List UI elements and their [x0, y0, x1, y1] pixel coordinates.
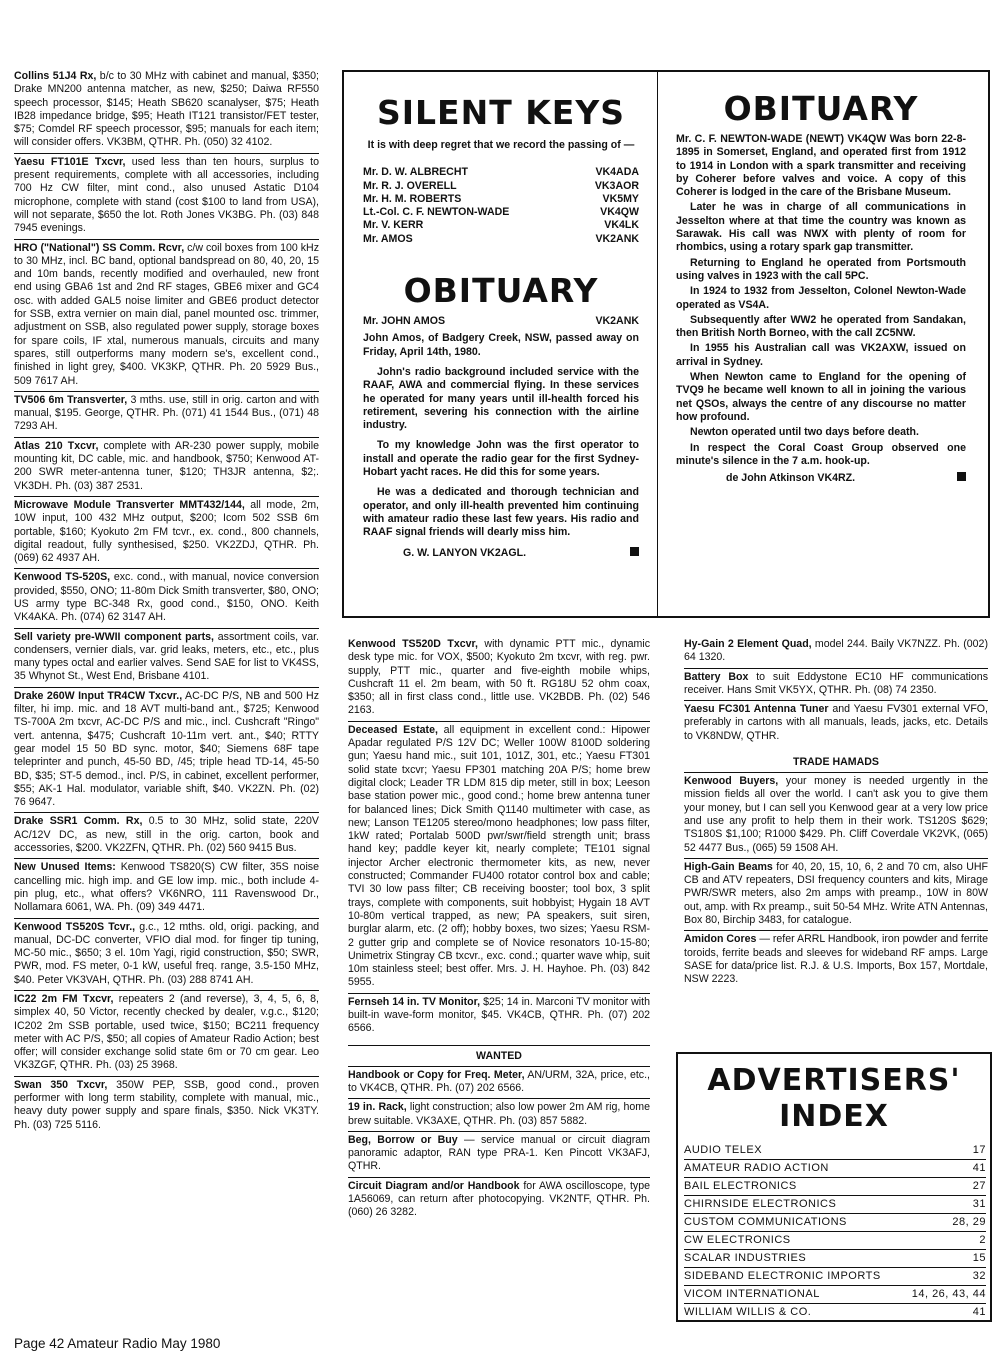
hamad-item-heading: Kenwood TS520S Tcvr.,: [14, 920, 136, 933]
silent-key-callsign: VK3AOR: [594, 179, 639, 192]
hamad-item: [14, 991, 319, 1077]
page-footer: Page 42 Amateur Radio May 1980: [14, 1336, 221, 1351]
silent-key-entry: [363, 193, 639, 206]
advertiser-index-row: [684, 1142, 986, 1160]
obituary-amos-call: VK2ANK: [595, 315, 639, 328]
advertiser-page: 2: [979, 1234, 986, 1246]
right-ads: [684, 636, 988, 746]
advertiser-name: CW ELECTRONICS: [684, 1234, 791, 1246]
silent-keys-list: [363, 166, 639, 246]
hamad-item-heading: Collins 51J4 Rx,: [14, 70, 97, 82]
hamad-item: [684, 636, 988, 669]
hamad-item: [348, 636, 650, 722]
trade-ad-item: [684, 931, 988, 989]
hamad-item-text: with dynamic PTT mic., dynamic desk type mic. for VOX, $500; Kyokuto 2m txcvr, with reg. pwr. supply, PTT mic., quarter and five-eighth mobile whips, Cushcraft 11 el. 2m beam, with 50 ft. RG18U 52 ohm coax, $350; all in first class cond., little use. VK2BDB. Ph. (02) 546 2163.: [348, 638, 650, 717]
trade-ad-item: [684, 773, 988, 859]
wanted-ad-item-heading: Handbook or Copy for Freq. Meter,: [348, 1068, 525, 1081]
hamad-item-heading: Battery Box: [684, 670, 749, 683]
obituary-amos-heading: [363, 315, 639, 328]
advertiser-page: 14, 26, 43, 44: [911, 1288, 986, 1300]
advertiser-name: CUSTOM COMMUNICATIONS: [684, 1216, 847, 1228]
silent-key-name: Mr. V. KERR: [363, 219, 424, 232]
wanted-ad-item-heading: Circuit Diagram and/or Handbook: [348, 1179, 520, 1192]
trade-ad-item-text: for 40, 20, 15, 10, 6, 2 and 70 cm, also UHF CB and ATV repeaters, DSI frequency counters and kits, Mirage PWR/SWR meters, also 2m amps with preamp., 10W in 80W out, amp. with Rx preamp., suit 50-54 MHz. Write ATN Antennas, Box 80, Birchip 3483, for catalogue.: [684, 860, 989, 927]
end-mark-icon: [957, 472, 966, 481]
hamad-item-text: used less than ten hours, surplus to present requirements, complete with all accessories, including 700 Hz CW filter, mint cond., also unused Astatic D104 microphone, complete with stand (cost $100 to land from USA), will not separate, $650 the lot. Roth Jones VK3BG. Ph. (03) 848 7945 evenings.: [14, 155, 319, 235]
hamad-item-text: repeaters 2 (and reverse), 3, 4, 5, 6, 8, simplex 40, 50 Victor, recently checked by dealer, v.g.c., $120; IC202 2m SSB portable, used twice, $150; BC211 frequency meter with AC P/S, $50; all copies of Amateur Radio Action; best offer; will consider exchange solid state 6m or 70 cm gear. Leo VK3ZGF, QTHR. Ph. (03) 25 3968.: [14, 993, 320, 1072]
advertisers-index-title-line2: INDEX: [779, 1099, 889, 1134]
trade-hamads-heading: TRADE HAMADS: [684, 752, 988, 773]
left-hamads-column: [14, 68, 319, 1135]
advertiser-index-row: [684, 1214, 986, 1232]
hamad-item-text: 350W PEP, SSB, good cond., proven performer with long term stability, complete with manual, mic., heavy duty power supply and spare finals, $350. Nick VK3TY. Ph. (03) 725 5116.: [14, 1078, 319, 1131]
advertiser-index-row: [684, 1160, 986, 1178]
hamad-item-text: exc. cond., with manual, novice conversion provided, $550, ONO; 11-80m Dick Smith transverter, $80, ONO; US army type BC-348 Rx, good cond., $150, ONO. Keith VK4AKA. Ph. (074) 62 3147 AH.: [14, 571, 320, 624]
obituary-amos-paragraph: He was a dedicated and thorough technician and operator, and only ill-health prevented him continuing with amateur radio these last few years. His radio and RAAF signal friends will dearly miss him.: [363, 486, 639, 539]
hamad-item-text: all equipment in excellent cond.: Hipower Apadar regulated P/S 12V DC; Weller 100W 8100D soldering gun; Yaesu hand mic., suit 101, 101Z, 301, etc.; Yaesu FT301 solid state txcvr; Yaesu FP301 matching 20A P/S; home brew digital clock; Leader TR LDM 815 dip meter, still in box; Leeson base station power mic., good cond.; home brew antenna tuner for balanced lines; Dick Smith Q1140 multimeter with case, as new; Lanson TE1205 stereo/mono headphones; low pass filter, 1kW rated; Portalab 500D pwr/swr/field strength unit; brass hand key; paddle keyer kit, nearly complete; TE101 signal injector Archer electronic thermometer kits, as new, never constructed; Commander FU400 rotator control box and cable; TVI 30 low pass filter; CB receiving booster; tool box, 3 split trays, complete with components, suit hobbyist; Hygain 18 AVT 10-80m vertical trapped, as new; PA speakers, suit siren, burglar alarm, etc. (2 off); hobby boxes, two sizes; Yaesu RSM-2 gutter grip and complete se of Novice resonators 10-15-80; Unimetrix Stingray CB txcvr., exc. cond.; quarter wave whip, suit 10m stainless steel; best offer. Mrs. J. H. Hayhoe. Ph. (03) 842 5955.: [348, 723, 650, 989]
advertiser-page: 27: [972, 1180, 986, 1192]
obituary-newton-paragraph: Subsequently after WW2 he operated from Sandakan, then British North Borneo, with the call ZC5NW.: [676, 313, 966, 340]
hamad-item-heading: TV506 6m Transverter,: [14, 393, 128, 406]
advertiser-name: CHIRNSIDE ELECTRONICS: [684, 1198, 837, 1210]
hamad-item-heading: Kenwood TS520D Txcvr,: [348, 638, 478, 650]
hamad-item-text: complete with AR-230 power supply, mobile mounting kit, DC cable, mic. and handbook, $750; Kenwood AT-200 SWR meter-antenna tuner, $120; TH3JR antenna, $2;. VK3DH. Ph. (03) 387 2531.: [14, 439, 319, 492]
hamad-item: [14, 919, 319, 991]
obituary-newton-paragraph: Newton operated until two days before death.: [690, 426, 919, 439]
obituary-newton-signature-row: [676, 472, 966, 485]
advertiser-name: AMATEUR RADIO ACTION: [684, 1162, 829, 1174]
advertiser-index-row: [684, 1286, 986, 1304]
hamad-item-heading: Swan 350 Txcvr,: [14, 1078, 108, 1091]
hamad-item: [14, 688, 319, 814]
advertiser-index-row: [684, 1250, 986, 1268]
advertiser-name: VICOM INTERNATIONAL: [684, 1288, 820, 1300]
advertiser-name: WILLIAM WILLIS & CO.: [684, 1306, 812, 1318]
hamad-item: [14, 859, 319, 918]
silent-keys-intro: It is with deep regret that we record the passing of —: [367, 139, 635, 151]
advertiser-index-row: [684, 1196, 986, 1214]
silent-key-name: Lt.-Col. C. F. NEWTON-WADE: [363, 206, 510, 219]
right-hamads-column: [684, 636, 988, 990]
silent-key-name: Mr. AMOS: [363, 232, 413, 245]
hamad-item: [684, 669, 988, 702]
advertiser-name: BAIL ELECTRONICS: [684, 1180, 797, 1192]
hamad-item: [14, 438, 319, 497]
obituary-amos-paragraph: John's radio background included service with the RAAF, AWA and commercial flying. In these services he operated for many years until ill-health forced his retirement, severing his connection with the airline industry.: [363, 365, 639, 432]
wanted-ad-item-text: light construction; also low power 2m AM rig, home brew suitable. VK3AXE, QTHR. Ph. (03) 857 5882.: [348, 1101, 651, 1127]
wanted-ads: [348, 1067, 650, 1223]
wanted-ad-item-heading: Beg, Borrow or Buy: [348, 1133, 458, 1146]
obituary-newton-paragraph: In 1955 his Australian call was VK2AXW, issued on arrival in Sydney.: [676, 342, 966, 368]
trade-ad-item: [684, 859, 988, 931]
trade-ads: [684, 773, 988, 989]
hamad-item: [14, 629, 319, 688]
obituary-newton-title: OBITUARY: [723, 89, 919, 128]
obituary-amos-title: OBITUARY: [403, 271, 599, 311]
obituary-amos-signature: G. W. LANYON VK2AGL.: [403, 546, 527, 559]
wanted-ad-item-text: — service manual or circuit diagram panoramic adaptor, RAN type PRA-1. Ken Pincott VK3AFJ, QTHR.: [348, 1133, 650, 1173]
hamad-item-heading: Yaesu FT101E Txcvr,: [14, 155, 126, 168]
end-mark-icon: [630, 547, 639, 556]
advertiser-name: SIDEBAND ELECTRONIC IMPORTS: [684, 1270, 881, 1282]
obituary-amos-paragraph: John Amos, of Badgery Creek, NSW, passed away on Friday, April 14th, 1980.: [363, 332, 639, 358]
hamad-item-heading: HRO ("National") SS Comm. Rcvr,: [14, 241, 185, 254]
hamad-item: [14, 154, 319, 240]
obituary-newton-paragraph: When Newton came to England for the opening of TVQ9 he became well known to all in joining the various net QSOs, always the centre of any discourse no matter how profound.: [676, 371, 966, 423]
hamad-item-text: b/c to 30 MHz with cabinet and manual, $350; Drake MN200 antenna matcher, as new, $250; Daiwa RF550 speech processor, $145; Heath SB620 scanalyser, $75; Heath IB28 impedance bridge, $95; Heath IT121 transistor/FET tester, $75; Comdel RF speech processor, $95; manuals for each item; will consider offers. VK3BM, QTHR. Ph. (050) 32 4102.: [14, 70, 319, 149]
silent-key-callsign: VK2ANK: [595, 232, 639, 245]
hamad-item: [348, 722, 650, 994]
wanted-heading: WANTED: [348, 1045, 650, 1067]
hamad-item-text: Kenwood TS820(S) CW filter, 35S noise cancelling mic. high imp. and GE low imp. mic., both include 4-pin plug, etc., what offers? VK6NRO, 111 Ravenswood Dr., Nollamara 6061, WA. Ph. (09) 349 4471.: [14, 861, 319, 914]
hamad-item-heading: Drake SSR1 Comm. Rx,: [14, 815, 143, 828]
hamad-item-text: model 244. Baily VK7NZZ. Ph. (002) 64 1320.: [684, 638, 988, 664]
hamad-item-heading: Sell variety pre-WWII component parts,: [14, 630, 214, 643]
hamad-item: [14, 392, 319, 438]
advertiser-name: SCALAR INDUSTRIES: [684, 1252, 807, 1264]
hamad-item-heading: Yaesu FC301 Antenna Tuner: [684, 703, 829, 716]
hamad-item-heading: New Unused Items:: [14, 861, 116, 874]
advertiser-page: 41: [972, 1162, 986, 1174]
silent-key-entry: [363, 206, 639, 219]
hamad-item-text: all mode, 2m, 10W input, 100 432 MHz output, $200; Icom 502 SSB 6m portable, $160; Kyokuto 2m FM tcvr., ex. cond., 800 channels, digital readout, fully synthesised, $250. VK2ZDJ, QTHR. Ph. (069) 62 4937 AH.: [14, 498, 319, 565]
silent-key-name: Mr. R. J. OVERELL: [363, 179, 457, 192]
hamad-item-heading: Fernseh 14 in. TV Monitor,: [348, 995, 481, 1008]
hamad-item-text: 0.5 to 30 MHz, solid state, 220V AC/12V DC, as new, still in the orig. carton, book and accessories, $200. VK2ZFN, QTHR. Ph. (02) 560 9415 Bus.: [14, 815, 319, 855]
hamad-item: [14, 240, 319, 392]
middle-ads: [348, 636, 650, 1039]
advertisers-index-box: [676, 1052, 992, 1322]
advertiser-index-row: [684, 1178, 986, 1196]
silent-key-entry: [363, 233, 639, 246]
silent-key-callsign: VK4QW: [600, 206, 639, 219]
advertiser-index-row: [684, 1304, 986, 1321]
hamad-item-text: and Yaesu FV301 external VFO, preferably in cartons with all manuals, leads, jacks, etc. Details to VK8NDW, QTHR.: [684, 703, 988, 742]
silent-keys-title: SILENT KEYS: [376, 93, 625, 132]
wanted-ad-item: [348, 1178, 650, 1223]
hamad-item: [14, 813, 319, 859]
advertisers-index-title-line1: ADVERTISERS': [707, 1063, 961, 1098]
hamad-item-heading: Atlas 210 Txcvr,: [14, 439, 99, 452]
obituary-amos-paragraph: To my knowledge John was the first operator to install and operate the radio gear for the first Sydney-Hobart yacht races. He did this for some years.: [363, 439, 639, 479]
hamad-item: [14, 497, 319, 569]
trade-ad-item-heading: Kenwood Buyers,: [684, 775, 779, 788]
silent-key-name: Mr. H. M. ROBERTS: [363, 192, 462, 205]
hamad-item-text: to suit Eddystone EC10 HF communications receiver. Hans Smit VK5YX, QTHR. Ph. (08) 74 2350.: [684, 670, 988, 696]
wanted-ad-item: [348, 1067, 650, 1100]
trade-ad-item-heading: Amidon Cores: [684, 933, 757, 946]
hamad-item: [348, 994, 650, 1039]
trade-ad-item-text: — refer ARRL Handbook, iron powder and ferrite toroids, ferrite beads and sleeves for wideband RF amps. Large SASE for data/price list. R.J. & U.S. Imports, Box 157, Mortdale, NSW 2223.: [684, 933, 989, 986]
obituary-amos-body: [363, 332, 639, 539]
advertiser-page: 31: [972, 1198, 986, 1210]
advertiser-index-row: [684, 1268, 986, 1286]
wanted-ad-item: [348, 1132, 650, 1178]
middle-hamads-column: [348, 636, 650, 1223]
obituary-newton-paragraph: Mr. C. F. NEWTON-WADE (NEWT) VK4QW Was born 22-8-1895 in Somerset, England, and operated first from 1912 to 1914 in London with a spark transmitter and receiving by Coherer before valves and voice. A copy of this Coherer is lodged in the care of the Brisbane Museum.: [676, 133, 966, 199]
hamad-item-heading: Drake 260W Input TR4CW Txcvr.,: [14, 689, 183, 702]
obituary-newton-paragraph: Later he was in charge of all communications in Jesselton where at that time the country was known as Sarawak. His call was NWX with plenty of room for rhombics, using a rotary spark gap transmitter.: [676, 201, 966, 254]
obituary-amos-signature-row: [363, 547, 639, 560]
hamad-item-heading: Deceased Estate,: [348, 723, 438, 736]
hamad-item: [684, 701, 988, 746]
silent-key-entry: [363, 180, 639, 193]
advertiser-page: 28, 29: [952, 1216, 986, 1228]
silent-key-name: Mr. D. W. ALBRECHT: [363, 166, 468, 179]
obituary-amos-name: Mr. JOHN AMOS: [363, 315, 446, 328]
advertiser-page: 32: [972, 1270, 986, 1282]
hamad-item-text: g.c., 12 mths. old, origi. packing, and manual, DC-DC converter, VFIO dial mod. for finger tip tuning, MC-50 mic., $650; 3 el. 10m Yagi, rigid construction, $50; SWR, PWR, mod. FS meter, 0-1 kW, useful freq. range, 3.5-150 MHz, $40. Peter VK3VAH, QTHR. Ph. (03) 288 8741 AH.: [14, 920, 319, 986]
advertisers-index-list: [678, 1142, 990, 1321]
hamad-item-heading: Microwave Module Transverter MMT432/144,: [14, 498, 245, 511]
hamad-item: [14, 1077, 319, 1135]
obituary-newton-signature: de John Atkinson VK4RZ.: [726, 472, 856, 485]
obituary-newton-paragraph: In 1924 to 1932 from Jesselton, Colonel Newton-Wade operated as VS4A.: [676, 285, 966, 311]
wanted-ad-item-text: for AWA oscilloscope, type 1A56069, can return after photocopying. VK2NTF, QTHR. Ph. (060) 26 3282.: [348, 1179, 651, 1219]
hamad-item-heading: Hy-Gain 2 Element Quad,: [684, 638, 812, 650]
silent-key-callsign: VK4LK: [604, 219, 639, 232]
hamad-item-text: $25; 14 in. Marconi TV monitor with built-in wave-form monitor, $45. VK4CB, QTHR. Ph. (07) 202 6566.: [348, 995, 650, 1035]
advertiser-page: 17: [972, 1144, 986, 1156]
silent-key-entry: [363, 219, 639, 232]
advertiser-name: AUDIO TELEX: [684, 1144, 763, 1156]
silent-key-callsign: VK4ADA: [595, 166, 639, 179]
hamad-item: [14, 569, 319, 628]
hamad-item-text: c/w coil boxes from 100 kHz to 30 MHz, incl. BC band, optional bandspread on 80, 40, 20, 15 and 10m bands, recently modified and overhauled, new front end using GBA6 1st and 2nd RF stages, GBE6 mixer and GC4 osc. with added GAL5 noise limiter and GBE6 product detector for SSB, extra vernier on main dial, panel mounted osc. trimmer, adjustment on SSB, also regulated power supply, storage boxes for spare coils, IF xtal, numerous manuals, circuits and many spares, still outperforms many modern se's, excellent cond., finished in light grey, $400. VK3KP, QTHR. Ph. 20 5929 Bus., 509 7617 AH.: [14, 241, 319, 387]
hamad-item-text: assortment coils, var. condensers, vernier dials, var. grid leaks, meters, etc., etc., plus many types octal and earlier valves. Send SAE for list to VK4SS, 35 Whynot St., West End, Brisbane 4101.: [14, 630, 319, 683]
obituary-newton-paragraph: Returning to England he operated from Portsmouth using valves in 1923 with the call 5PC.: [676, 256, 966, 282]
silent-key-entry: [363, 166, 639, 179]
advertiser-index-row: [684, 1232, 986, 1250]
hamad-item-heading: IC22 2m FM Txcvr,: [14, 993, 114, 1005]
wanted-ad-item-heading: 19 in. Rack,: [348, 1101, 407, 1114]
silent-keys-obituary-box: [342, 70, 990, 618]
hamad-item-text: 3 mths. use, still in orig. carton and with manual, $195. George, QTHR. Ph. (071) 41 1544 Bus., (071) 48 7293 AH.: [14, 393, 320, 433]
trade-ad-item-heading: High-Gain Beams: [684, 860, 773, 873]
hamad-item: [14, 68, 319, 154]
hamad-item-text: AC-DC P/S, NB and 500 Hz filter, hi imp. mic. and 18 AVT multi-band ant., $725; Kenwood TS-700A 2m txcvr, AC-DC P/S and mic., incl. Cushcraft "Ringo" vert. antenna, $475; Cushcraft 10-11m vert. ant., $40; RTTY gear model 15 50 BD sync. motor, $40; Siemens 68F tape teleprinter and punch, 45-50 BD, /45; triple head TD-14, 45-50 BD, $35; ST-5 demod., incl. P/S, in cabinet, excellent performer, $55; AK-1 Hal. modulator, variable shift, $40. VK2ZN. Ph. (02) 76 9647.: [14, 689, 320, 809]
advertiser-page: 41: [972, 1306, 986, 1318]
trade-ad-item-text: your money is needed urgently in the mission fields all over the world. I can't ask you to give them your money, but I can sell you Kenwood gear at a very low price and use any profit to help them in their work. TS120S $629; TS180S $1,100; R1000 $429. Ph. Cliff Coverdale VK2VK, (065) 52 4477 Bus., (065) 59 1508 AH.: [684, 775, 989, 854]
silent-key-callsign: VK5MY: [602, 192, 639, 205]
hamad-item-heading: Kenwood TS-520S,: [14, 571, 111, 584]
wanted-ad-item: [348, 1099, 650, 1132]
obituary-newton-paragraph: In respect the Coral Coast Group observed one minute's silence in the 7 a.m. hook-up.: [676, 441, 966, 467]
obituary-newton-body: [676, 133, 966, 468]
advertiser-page: 15: [972, 1252, 986, 1264]
wanted-ad-item-text: AN/URM, 32A, price, etc., to VK4CB, QTHR. Ph. (07) 202 6566.: [348, 1068, 650, 1094]
